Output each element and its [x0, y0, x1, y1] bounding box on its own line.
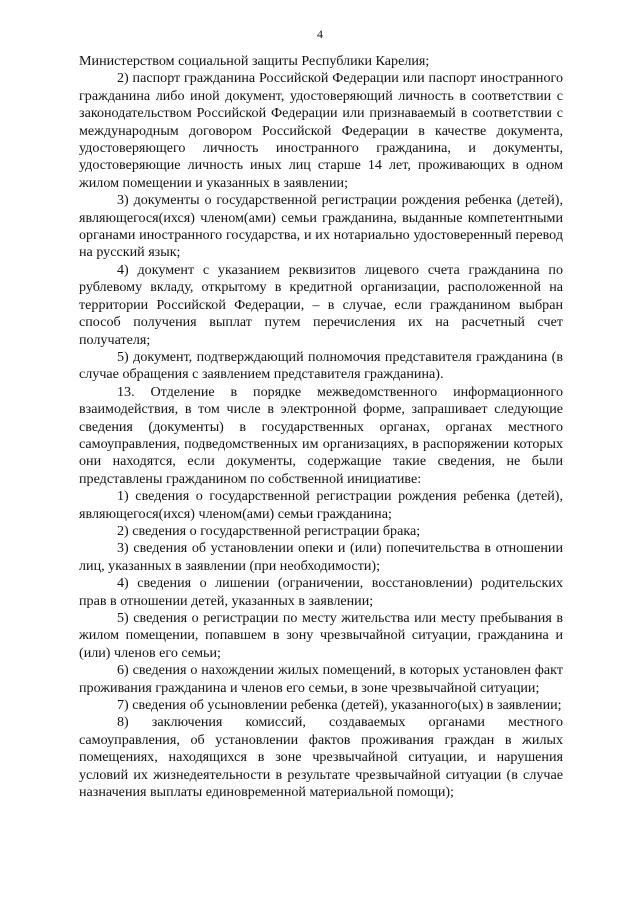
paragraph-info-5-registration: 5) сведения о регистрации по месту жительства или месту пребывания в жилом помещении, попавшем в зону чрезвычайной ситуации, гражданина и (или) членов его семьи; [79, 610, 563, 661]
paragraph-info-1-birth: 1) сведения о государственной регистрации рождения ребенка (детей), являющегося(ихся) членом(ами) семьи гражданина; [79, 488, 563, 522]
paragraph-info-4-parental-rights: 4) сведения о лишении (ограничении, восстановлении) родительских прав в отношении детей, указанных в заявлении; [79, 575, 563, 609]
page-number: 4 [317, 27, 323, 41]
paragraph-info-6-residence: 6) сведения о нахождении жилых помещений, в которых установлен факт проживания гражданина и членов его семьи, в зоне чрезвычайной ситуации; [79, 662, 563, 696]
paragraph-item-4-bank-account: 4) документ с указанием реквизитов лицевого счета гражданина по рублевому вкладу, открытому в кредитной организации, расположенной на территории Российской Федерации, – в случае, если гражданином выбран способ получения выплат путем перечисления их на расчетный счет получателя; [79, 261, 563, 348]
paragraph-info-8-commission: 8) заключения комиссий, создаваемых органами местного самоуправления, об установлении фактов проживания граждан в жилых помещениях, находящихся в зоне чрезвычайной ситуации, и нарушения условий их жизнедеятельности в результате чрезвычайной ситуации (в случае назначения выплаты единовременной материальной помощи); [79, 714, 563, 801]
paragraph-item-3-birth-documents: 3) документы о государственной регистрации рождения ребенка (детей), являющегося(ихся) членом(ами) семьи гражданина, выданные компетентными органами иностранного государства, и их нотариально удостоверенный перевод на русский язык; [79, 192, 563, 261]
paragraph-info-7-adoption: 7) сведения об усыновлении ребенка (детей), указанного(ых) в заявлении; [117, 697, 562, 714]
paragraph-info-3-guardianship: 3) сведения об установлении опеки и (или) попечительства в отношении лиц, указанных в заявлении (при необходимости); [79, 540, 563, 574]
document-body [79, 53, 563, 801]
paragraph-continuation: Министерством социальной защиты Республики Карелия; [79, 53, 430, 69]
paragraph-item-2-passport: 2) паспорт гражданина Российской Федерации или паспорт иностранного гражданина либо иной документ, удостоверяющий личность в соответствии с законодательством Российской Федерации или признаваемый в соответствии с международным договором Российской Федерации в качестве документа, удостоверяющего личность иностранного гражданина, и документы, удостоверяющие личность иных лиц старше 14 лет, проживающих в одном жилом помещении и указанных в заявлении; [79, 70, 563, 191]
paragraph-info-2-marriage: 2) сведения о государственной регистрации брака; [117, 522, 421, 539]
paragraph-item-5-representative: 5) документ, подтверждающий полномочия представителя гражданина (в случае обращения с заявлением представителя гражданина). [79, 348, 563, 383]
paragraph-section-13: 13. Отделение в порядке межведомственного информационного взаимодействия, в том числе в электронной форме, запрашивает следующие сведения (документы) в государственных органах, органах местного самоуправления, подведомственных им организациях, в распоряжении которых они находятся, если документы, содержащие такие сведения, не были представлены гражданином по собственной инициативе: [79, 383, 563, 487]
